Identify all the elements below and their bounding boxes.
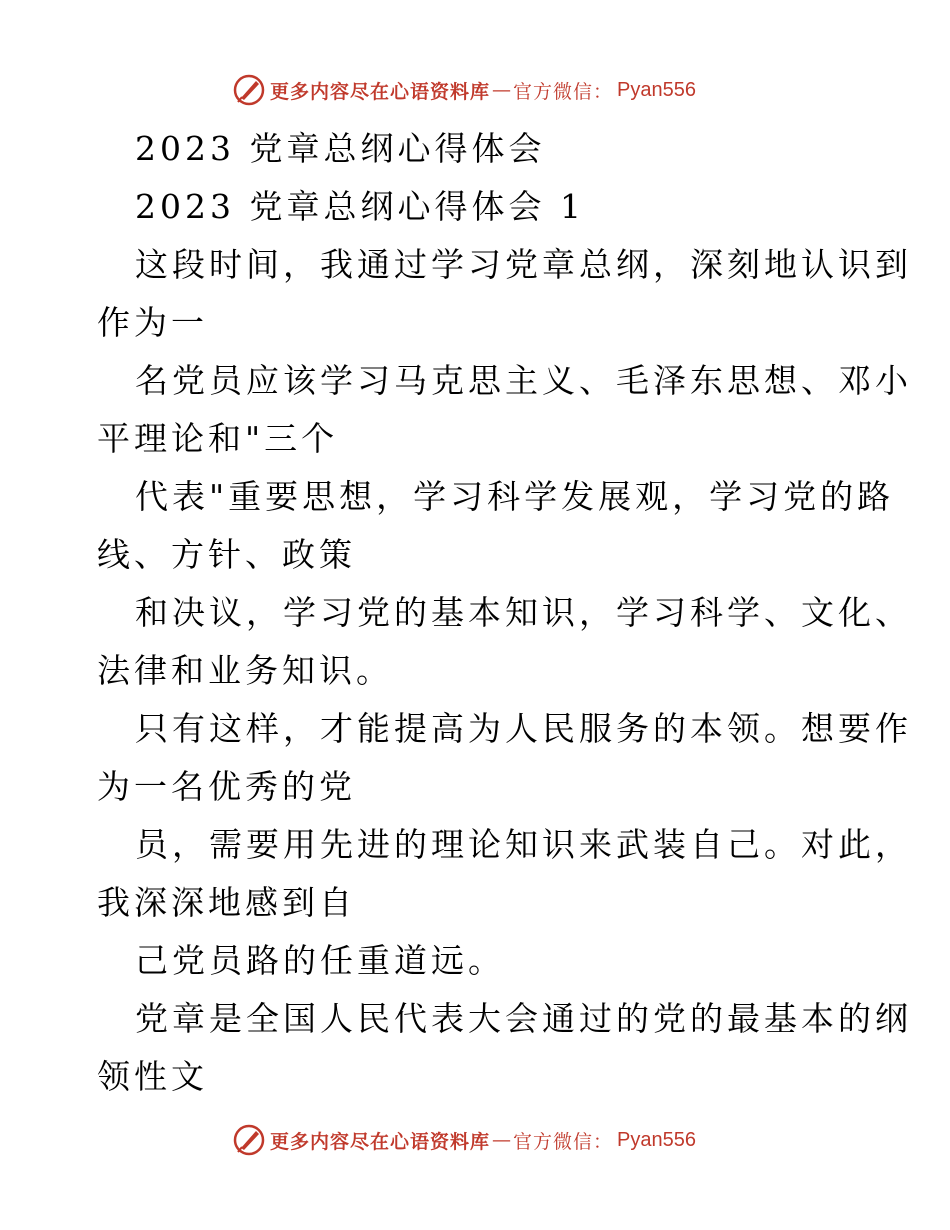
paragraph-line: 己党员路的任重道远。 — [135, 941, 505, 980]
banner-separator: — — [492, 79, 512, 101]
banner-main-text: 更多内容尽在心语资料库 — [270, 1130, 491, 1153]
banner-main-text: 更多内容尽在心语资料库 — [270, 80, 491, 103]
header-banner — [232, 72, 696, 108]
banner-wechat-label: 官方微信： — [513, 80, 614, 103]
paragraph-line: 员，需要用先进的理论知识来武装自己。对此， — [135, 825, 912, 864]
document-body — [97, 120, 912, 1106]
paragraph-line: 法律和业务知识。 — [97, 651, 393, 690]
doc-title: 2023 党章总纲心得体会 — [135, 129, 546, 168]
doc-subtitle: 2023 党章总纲心得体会 1 — [135, 187, 585, 226]
paragraph-line: 名党员应该学习马克思主义、毛泽东思想、邓小 — [135, 361, 912, 400]
banner-wechat-label: 官方微信： — [513, 1130, 614, 1153]
paragraph-line: 为一名优秀的党 — [97, 767, 356, 806]
paragraph-line: 领性文 — [97, 1057, 208, 1096]
footer-banner — [232, 1122, 696, 1158]
quill-circle-logo-icon — [232, 1123, 266, 1157]
banner-wechat-id: Pyan556 — [617, 78, 696, 101]
paragraph-line: 和决议，学习党的基本知识，学习科学、文化、 — [135, 593, 912, 632]
banner-wechat-id: Pyan556 — [617, 1128, 696, 1151]
quill-circle-logo-icon — [232, 73, 266, 107]
paragraph-line: 作为一 — [97, 303, 208, 342]
banner-separator: — — [492, 1129, 512, 1151]
paragraph-line: 党章是全国人民代表大会通过的党的最基本的纲 — [135, 999, 912, 1038]
paragraph-line: 线、方针、政策 — [97, 535, 356, 574]
paragraph-line: 我深深地感到自 — [97, 883, 356, 922]
paragraph-line: 只有这样，才能提高为人民服务的本领。想要作 — [135, 709, 912, 748]
paragraph-line: 平理论和"三个 — [97, 419, 339, 458]
paragraph-line: 这段时间，我通过学习党章总纲，深刻地认识到 — [135, 245, 912, 284]
paragraph-line: 代表"重要思想，学习科学发展观，学习党的路 — [135, 477, 895, 516]
